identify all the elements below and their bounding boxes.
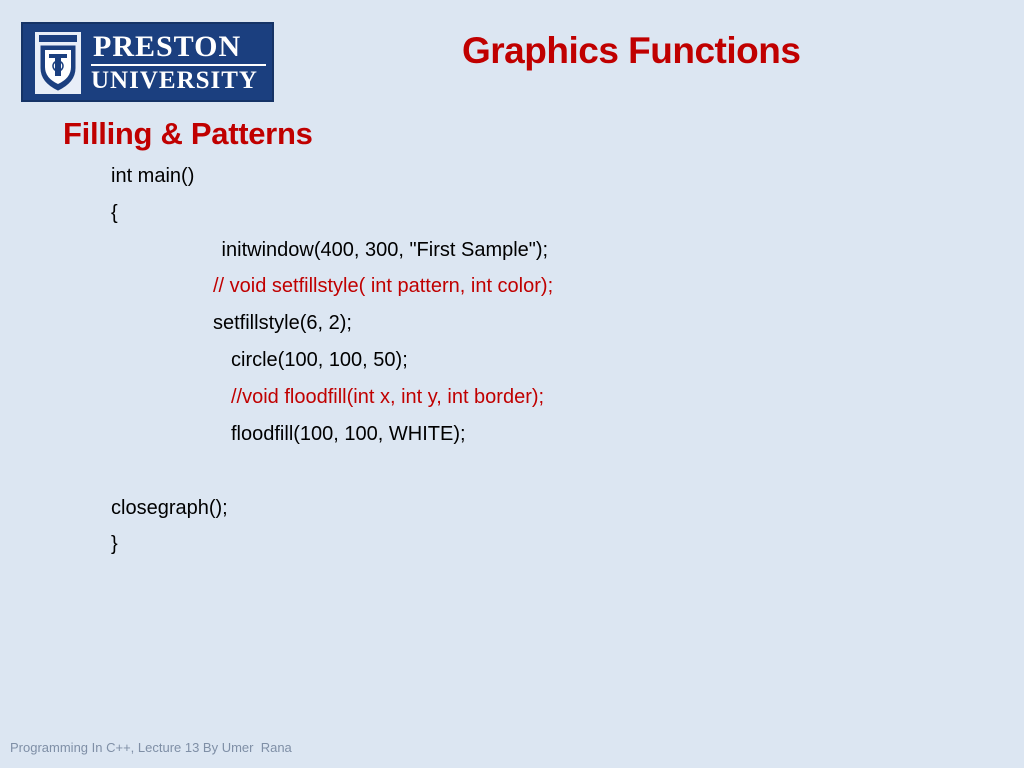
code-line: closegraph(); <box>111 497 228 519</box>
crest-icon <box>35 32 81 94</box>
code-comment-line: // void setfillstyle( int pattern, int color); <box>213 275 554 297</box>
code-line: circle(100, 100, 50); <box>231 349 408 371</box>
logo-text-university: UNIVERSITY <box>91 67 258 94</box>
slide-title: Graphics Functions <box>462 30 801 71</box>
code-line: } <box>111 533 118 555</box>
logo-text-preston: PRESTON <box>93 30 242 63</box>
code-comment-line: //void floodfill(int x, int y, int border); <box>231 386 545 408</box>
section-title: Filling & Patterns <box>63 116 313 151</box>
code-line: { <box>111 202 118 224</box>
code-line: setfillstyle(6, 2); <box>213 312 352 334</box>
logo-divider <box>91 64 266 66</box>
code-line: floodfill(100, 100, WHITE); <box>231 423 466 445</box>
university-logo <box>21 22 274 102</box>
footer-text: Programming In C++, Lecture 13 By Umer Rana <box>10 740 292 755</box>
code-line: initwindow(400, 300, "First Sample"); <box>216 239 549 261</box>
code-line: int main() <box>111 165 195 187</box>
